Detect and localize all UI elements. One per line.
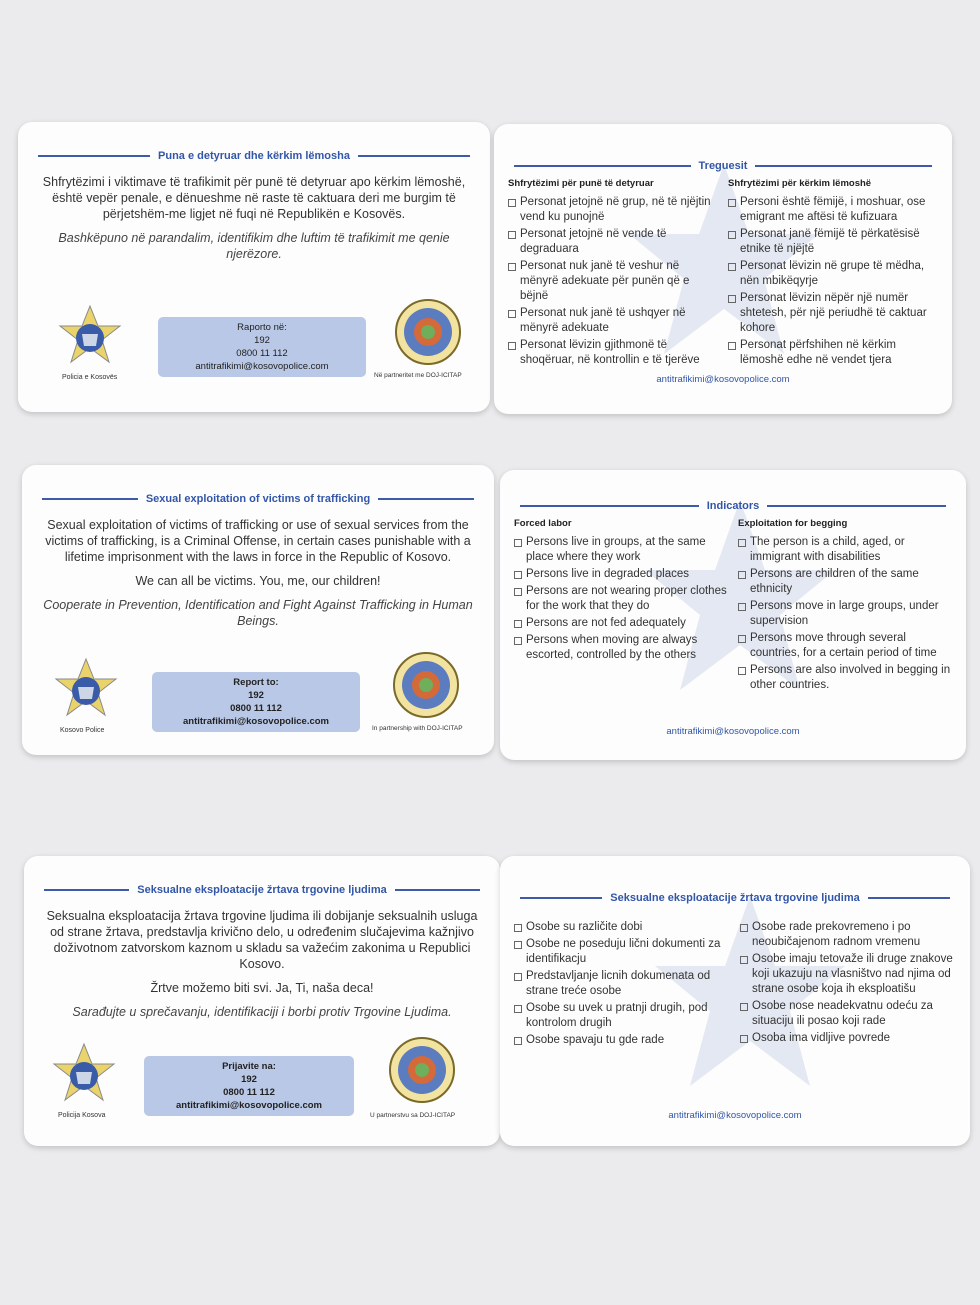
- list-item: Persons live in degraded places: [514, 567, 728, 582]
- list-item: Persons are children of the same ethnicity: [738, 567, 952, 597]
- albanian-back-card: [494, 124, 952, 414]
- list-item: Personat lëvizin gjithmonë të shoqëruar, në kontrollin e të tjerëve: [508, 338, 718, 368]
- list-item: Personat nuk janë të veshur në mënyrë adekuate për punën që e bëjnë: [508, 259, 718, 304]
- report-email: antitrafikimi@kosovopolice.com: [183, 716, 329, 727]
- card-title: Seksualne eksploatacije žrtava trgovine ljudima: [610, 892, 860, 904]
- card-italic-text: Cooperate in Prevention, Identification and Fight Against Trafficking in Human Beings.: [43, 598, 473, 628]
- card-body-text: Shfrytëzimi i viktimave të trafikimit për punë të detyruar apo kërkim lëmoshë, është vepër penale, e dënueshme në raste të caktuara deri me burgim të përjetshëm-me ligjet në fuqi në Republikën e Kosovës.: [42, 175, 466, 221]
- list-item: The person is a child, aged, or immigrant with disabilities: [738, 535, 952, 565]
- report-email: antitrafikimi@kosovopolice.com: [195, 361, 329, 372]
- list-item: Personat lëvizin nëpër një numër shtetesh, për një periudhë të caktuar kohore: [728, 291, 938, 336]
- card-email: antitrafikimi@kosovopolice.com: [656, 374, 790, 385]
- list-item: Personat lëvizin në grupe të mëdha, nën mbikëqyrje: [728, 259, 938, 289]
- list-item: Osobe ne poseduju lični dokumenti za identifikacju: [514, 937, 730, 967]
- card-body-text: Sexual exploitation of victims of trafficking or use of sexual services from the victims of trafficking, is a Criminal Offense, in certain cases punishable with a lifetime imprisonment with the laws in force in the Republic of Kosovo.: [45, 518, 471, 564]
- card-italic-text: Bashkëpuno në parandalim, identifikim dhe luftim të trafikimit me qenie njerëzore.: [58, 231, 450, 261]
- report-phone-1: 192: [248, 690, 264, 701]
- list-item: Osobe su uvek u pratnji drugih, pod kontrolom drugih: [514, 1001, 730, 1031]
- indicator-column-2: [738, 518, 952, 695]
- list-item: Persons are not wearing proper clothes for the work that they do: [514, 584, 728, 614]
- card-body: [44, 908, 480, 1028]
- list-item: Personat nuk janë të ushqyer në mënyrë adekuate: [508, 306, 718, 336]
- serbian-back-card: [500, 856, 970, 1146]
- card-title: Seksualne eksploatacije žrtava trgovine ljudima: [137, 884, 387, 896]
- report-label: Report to:: [233, 677, 279, 688]
- card-body-text-2: Žrtve možemo biti svi. Ja, Ti, naša deca!: [150, 981, 374, 995]
- report-phone-1: 192: [241, 1074, 257, 1085]
- list-item: Osobe spavaju tu gde rade: [514, 1033, 730, 1048]
- albanian-front-card: [18, 122, 490, 412]
- indicator-columns: [514, 920, 956, 1050]
- report-box: [152, 672, 360, 732]
- report-box: [158, 317, 366, 377]
- english-back-card: [500, 470, 966, 760]
- list-item: Persons move in large groups, under supervision: [738, 599, 952, 629]
- card-title: Sexual exploitation of victims of trafficking: [145, 493, 371, 505]
- partner-caption: In partnership with DOJ-ICITAP: [372, 725, 463, 732]
- card-email: antitrafikimi@kosovopolice.com: [666, 726, 800, 737]
- card-title: Indicators: [706, 500, 760, 512]
- list-item: Persons are not fed adequately: [514, 616, 728, 631]
- report-box: [144, 1056, 354, 1116]
- card-italic-text: Sarađujte u sprečavanju, identifikaciji i borbi protiv Trgovine Ljudima.: [72, 1005, 452, 1019]
- doj-icitap-seal-icon: [388, 1036, 456, 1104]
- partner-caption: Në partneritet me DOJ-ICITAP: [374, 372, 462, 379]
- list-item: Personat janë fëmijë të përkatësisë etnike të njëjtë: [728, 227, 938, 257]
- kosovo-police-logo-icon: [54, 300, 126, 372]
- kosovo-police-logo-icon: [48, 1038, 120, 1110]
- card-title-row: [520, 500, 946, 512]
- report-label: Raporto në:: [237, 322, 287, 333]
- list-item: Osoba ima vidljive povrede: [740, 1031, 956, 1046]
- card-body: [38, 174, 470, 270]
- list-item: Osobe rade prekovremeno i po neoubičajenom radnom vremenu: [740, 920, 956, 950]
- list-item: Persons move through several countries, for a certain period of time: [738, 631, 952, 661]
- report-phone-2: 0800 11 112: [223, 1087, 275, 1098]
- card-title-row: [42, 493, 474, 505]
- card-email: antitrafikimi@kosovopolice.com: [668, 1110, 802, 1121]
- english-front-card: [22, 465, 494, 755]
- column-heading: Shfrytëzimi për kërkim lëmoshë: [728, 178, 872, 189]
- column-heading: Exploitation for begging: [738, 518, 848, 529]
- indicator-columns: [514, 518, 952, 695]
- doj-icitap-seal-icon: [392, 651, 460, 719]
- list-item: Personat jetojnë në grup, në të njëjtin vend ku punojnë: [508, 195, 718, 225]
- list-item: Osobe imaju tetovaže ili druge znakove koji ukazuju na vlasništvo nad njima od strane osobe koja ih eksploatišu: [740, 952, 956, 997]
- indicator-column-2: [740, 920, 956, 1050]
- column-heading: Forced labor: [514, 518, 572, 529]
- column-heading: Shfrytëzimi për punë të detyruar: [508, 178, 654, 189]
- list-item: Personat jetojnë në vende të degraduara: [508, 227, 718, 257]
- list-item: Osobe su različite dobi: [514, 920, 730, 935]
- indicator-column-2: [728, 178, 938, 370]
- list-item: Osobe nose neadekvatnu odeću za situaciju ili posao koji rade: [740, 999, 956, 1029]
- list-item: Personi është fëmijë, i moshuar, ose emigrant me aftësi të kufizuara: [728, 195, 938, 225]
- partner-caption: U partnerstvu sa DOJ-ICITAP: [370, 1112, 456, 1119]
- card-title-row: [520, 892, 950, 904]
- kosovo-police-logo-icon: [50, 653, 122, 725]
- indicator-column-1: [514, 920, 730, 1050]
- card-title-row: [514, 160, 932, 172]
- card-title-row: [44, 884, 480, 896]
- logo-caption: Kosovo Police: [60, 727, 105, 734]
- report-phone-2: 0800 11 112: [236, 348, 288, 359]
- logo-caption: Policija Kosova: [58, 1112, 106, 1119]
- report-label: Prijavite na:: [222, 1061, 276, 1072]
- report-phone-1: 192: [254, 335, 270, 346]
- list-item: Persons live in groups, at the same place where they work: [514, 535, 728, 565]
- list-item: Personat përfshihen në kërkim lëmoshë edhe në vendet tjera: [728, 338, 938, 368]
- list-item: Persons when moving are always escorted, controlled by the others: [514, 633, 728, 663]
- list-item: Persons are also involved in begging in other countries.: [738, 663, 952, 693]
- indicator-columns: [508, 178, 938, 370]
- report-phone-2: 0800 11 112: [230, 703, 282, 714]
- list-item: Predstavljanje licnih dokumenata od strane treće osobe: [514, 969, 730, 999]
- card-title-row: [38, 150, 470, 162]
- report-email: antitrafikimi@kosovopolice.com: [176, 1100, 322, 1111]
- card-title: Treguesit: [698, 160, 748, 172]
- doj-icitap-seal-icon: [394, 298, 462, 366]
- card-body-text-2: We can all be victims. You, me, our children!: [135, 574, 381, 588]
- logo-caption: Policia e Kosovës: [62, 374, 118, 381]
- card-title: Puna e detyruar dhe kërkim lëmosha: [158, 150, 350, 162]
- indicator-column-1: [508, 178, 718, 370]
- card-body-text: Seksualna eksploatacija žrtava trgovine ljudima ili dobijanje seksualnih usluga od strane žrtava, predstavlja krivično delo, u određenim slučajevima kažnjivo doživotnom zatvorskom kaznom u skladu sa važećim zakonima u Republici Kosovo.: [46, 909, 478, 971]
- indicator-column-1: [514, 518, 728, 695]
- serbian-front-card: [24, 856, 500, 1146]
- card-body: [42, 517, 474, 637]
